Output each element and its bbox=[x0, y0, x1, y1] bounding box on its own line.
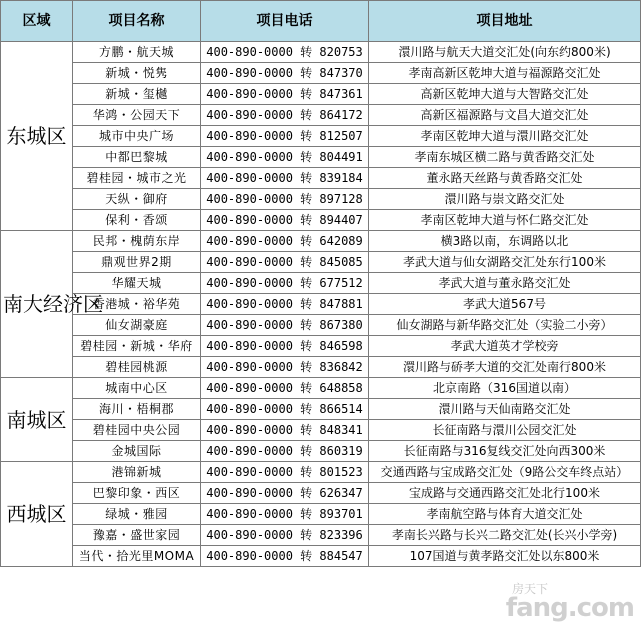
name-cell: 碧桂园・新城・华府 bbox=[73, 336, 201, 357]
phone-cell: 400-890-0000 转 642089 bbox=[201, 231, 369, 252]
header-name: 项目名称 bbox=[73, 1, 201, 42]
district-cell: 西城区 bbox=[1, 462, 73, 567]
address-cell: 长征南路与316复线交汇处向西300米 bbox=[369, 441, 641, 462]
address-cell: 孝武大道与仙女湖路交汇处东行100米 bbox=[369, 252, 641, 273]
table-row bbox=[1, 84, 641, 105]
address-cell: 董永路天丝路与黄香路交汇处 bbox=[369, 168, 641, 189]
phone-cell: 400-890-0000 转 839184 bbox=[201, 168, 369, 189]
table-row bbox=[1, 294, 641, 315]
address-cell: 澴川路与硚孝大道的交汇处南行800米 bbox=[369, 357, 641, 378]
address-cell: 孝南东城区横二路与黄香路交汇处 bbox=[369, 147, 641, 168]
phone-cell: 400-890-0000 转 866514 bbox=[201, 399, 369, 420]
table-row bbox=[1, 63, 641, 84]
table-row bbox=[1, 252, 641, 273]
phone-cell: 400-890-0000 转 836842 bbox=[201, 357, 369, 378]
phone-cell: 400-890-0000 转 893701 bbox=[201, 504, 369, 525]
address-cell: 高新区福源路与文昌大道交汇处 bbox=[369, 105, 641, 126]
table-row bbox=[1, 42, 641, 63]
table-row bbox=[1, 420, 641, 441]
name-cell: 碧桂园・城市之光 bbox=[73, 168, 201, 189]
address-cell: 孝武大道英才学校旁 bbox=[369, 336, 641, 357]
address-cell: 孝武大道与董永路交汇处 bbox=[369, 273, 641, 294]
phone-cell: 400-890-0000 转 846598 bbox=[201, 336, 369, 357]
watermark-cn: 房天下 bbox=[511, 582, 548, 596]
table-row bbox=[1, 231, 641, 252]
watermark-logo: fang.com bbox=[505, 593, 634, 623]
phone-cell: 400-890-0000 转 867380 bbox=[201, 315, 369, 336]
table-row bbox=[1, 315, 641, 336]
phone-cell: 400-890-0000 转 848341 bbox=[201, 420, 369, 441]
name-cell: 当代・拾光里MOMA bbox=[73, 546, 201, 567]
name-cell: 新城・悦隽 bbox=[73, 63, 201, 84]
name-cell: 仙女湖豪庭 bbox=[73, 315, 201, 336]
phone-cell: 400-890-0000 转 894407 bbox=[201, 210, 369, 231]
table-row bbox=[1, 525, 641, 546]
phone-cell: 400-890-0000 转 648858 bbox=[201, 378, 369, 399]
table-row bbox=[1, 126, 641, 147]
address-cell: 长征南路与澴川公园交汇处 bbox=[369, 420, 641, 441]
address-cell: 孝南区乾坤大道与澴川路交汇处 bbox=[369, 126, 641, 147]
name-cell: 民邦・槐荫东岸 bbox=[73, 231, 201, 252]
phone-cell: 400-890-0000 转 804491 bbox=[201, 147, 369, 168]
table-row bbox=[1, 504, 641, 525]
phone-cell: 400-890-0000 转 845085 bbox=[201, 252, 369, 273]
name-cell: 港锦新城 bbox=[73, 462, 201, 483]
district-cell: 南大经济区 bbox=[1, 231, 73, 378]
name-cell: 方鹏・航天城 bbox=[73, 42, 201, 63]
table-row bbox=[1, 336, 641, 357]
table-row bbox=[1, 399, 641, 420]
phone-cell: 400-890-0000 转 864172 bbox=[201, 105, 369, 126]
address-cell: 北京南路（316国道以南） bbox=[369, 378, 641, 399]
phone-cell: 400-890-0000 转 847881 bbox=[201, 294, 369, 315]
table-row bbox=[1, 273, 641, 294]
address-cell: 孝南航空路与体育大道交汇处 bbox=[369, 504, 641, 525]
table-row bbox=[1, 105, 641, 126]
name-cell: 鼎观世界2期 bbox=[73, 252, 201, 273]
table-row bbox=[1, 546, 641, 567]
phone-cell: 400-890-0000 转 860319 bbox=[201, 441, 369, 462]
phone-cell: 400-890-0000 转 677512 bbox=[201, 273, 369, 294]
name-cell: 城南中心区 bbox=[73, 378, 201, 399]
address-cell: 孝武大道567号 bbox=[369, 294, 641, 315]
address-cell: 孝南长兴路与长兴二路交汇处(长兴小学旁) bbox=[369, 525, 641, 546]
header-district: 区域 bbox=[1, 1, 73, 42]
table-row bbox=[1, 378, 641, 399]
table-row bbox=[1, 210, 641, 231]
district-cell: 南城区 bbox=[1, 378, 73, 462]
name-cell: 海川・梧桐郡 bbox=[73, 399, 201, 420]
name-cell: 绿城・雅园 bbox=[73, 504, 201, 525]
name-cell: 金城国际 bbox=[73, 441, 201, 462]
phone-cell: 400-890-0000 转 847370 bbox=[201, 63, 369, 84]
name-cell: 保利・香颂 bbox=[73, 210, 201, 231]
name-cell: 香港城・裕华苑 bbox=[73, 294, 201, 315]
table-row bbox=[1, 147, 641, 168]
phone-cell: 400-890-0000 转 884547 bbox=[201, 546, 369, 567]
phone-cell: 400-890-0000 转 897128 bbox=[201, 189, 369, 210]
address-cell: 交通西路与宝成路交汇处（9路公交车终点站） bbox=[369, 462, 641, 483]
name-cell: 华鸿・公园天下 bbox=[73, 105, 201, 126]
phone-cell: 400-890-0000 转 823396 bbox=[201, 525, 369, 546]
table-body bbox=[1, 42, 641, 567]
address-cell: 孝南高新区乾坤大道与福源路交汇处 bbox=[369, 63, 641, 84]
table-row bbox=[1, 189, 641, 210]
table-row bbox=[1, 357, 641, 378]
name-cell: 天纵・御府 bbox=[73, 189, 201, 210]
address-cell: 澴川路与崇文路交汇处 bbox=[369, 189, 641, 210]
phone-cell: 400-890-0000 转 812507 bbox=[201, 126, 369, 147]
address-cell: 横3路以南，东调路以北 bbox=[369, 231, 641, 252]
address-cell: 澴川路与天仙南路交汇处 bbox=[369, 399, 641, 420]
table-row bbox=[1, 441, 641, 462]
address-cell: 宝成路与交通西路交汇处北行100米 bbox=[369, 483, 641, 504]
table-row bbox=[1, 462, 641, 483]
address-cell: 澴川路与航天大道交汇处(向东约800米) bbox=[369, 42, 641, 63]
table-row bbox=[1, 483, 641, 504]
header-phone: 项目电话 bbox=[201, 1, 369, 42]
address-cell: 107国道与黄孝路交汇处以东800米 bbox=[369, 546, 641, 567]
table-row bbox=[1, 168, 641, 189]
phone-cell: 400-890-0000 转 820753 bbox=[201, 42, 369, 63]
name-cell: 华耀天城 bbox=[73, 273, 201, 294]
name-cell: 豫嘉・盛世家园 bbox=[73, 525, 201, 546]
name-cell: 碧桂园中央公园 bbox=[73, 420, 201, 441]
phone-cell: 400-890-0000 转 626347 bbox=[201, 483, 369, 504]
name-cell: 巴黎印象・西区 bbox=[73, 483, 201, 504]
name-cell: 新城・玺樾 bbox=[73, 84, 201, 105]
address-cell: 仙女湖路与新华路交汇处（实验二小旁） bbox=[369, 315, 641, 336]
address-cell: 高新区乾坤大道与大智路交汇处 bbox=[369, 84, 641, 105]
header-row bbox=[1, 1, 641, 42]
name-cell: 中都巴黎城 bbox=[73, 147, 201, 168]
name-cell: 碧桂园桃源 bbox=[73, 357, 201, 378]
name-cell: 城市中央广场 bbox=[73, 126, 201, 147]
district-cell: 东城区 bbox=[1, 42, 73, 231]
phone-cell: 400-890-0000 转 801523 bbox=[201, 462, 369, 483]
header-address: 项目地址 bbox=[369, 1, 641, 42]
phone-cell: 400-890-0000 转 847361 bbox=[201, 84, 369, 105]
address-cell: 孝南区乾坤大道与怀仁路交汇处 bbox=[369, 210, 641, 231]
